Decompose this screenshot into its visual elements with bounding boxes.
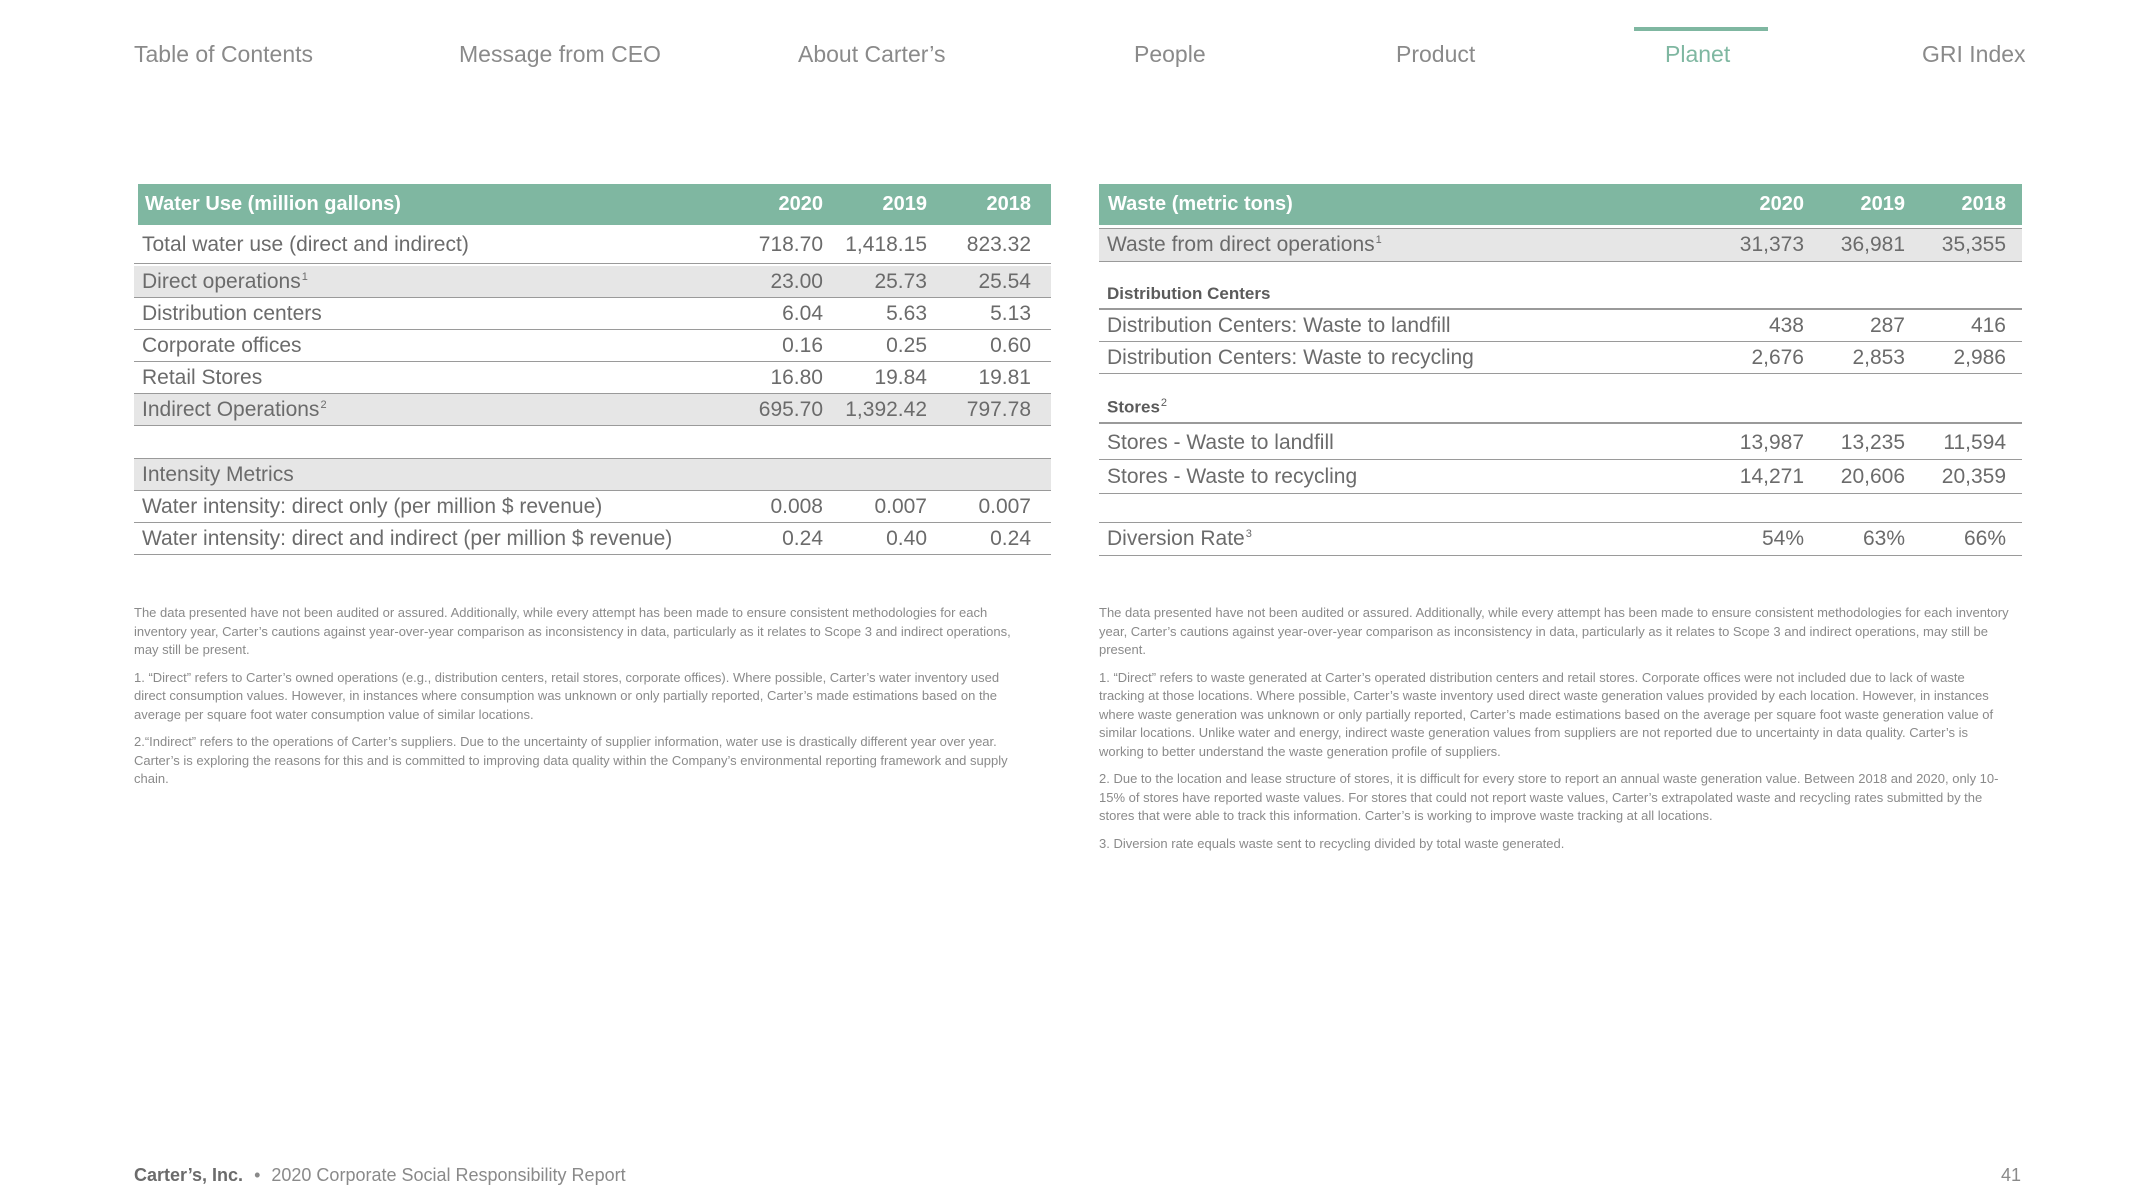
cell-value: 13,987 (1739, 430, 1804, 454)
footnote: 1. “Direct” refers to waste generated at Carter’s operated distribution centers and retail stores. Corporate offices were not included due to lack of waste tracking at those locations. Where possible, Carter’s waste inventory used direct waste generation values provided by each location. However, in instances where waste generation was unknown or only partially reported, Carter’s made estimations based on the average per square foot waste generation value of similar locations. Unlike water and energy, indirect waste generation values from suppliers are not reported due to uncertainty in data quality. Carter’s is working to better understand the waste generation profile of suppliers. (1099, 669, 1994, 759)
cell-value: 0.16 (782, 333, 823, 357)
table-row (134, 491, 1051, 523)
table-row (1099, 228, 2022, 262)
cell-value: 11,594 (1943, 430, 2006, 454)
table-row (134, 227, 1051, 264)
year-header: 2019 (882, 193, 927, 215)
footer (134, 1165, 626, 1186)
year-header: 2019 (1860, 193, 1905, 215)
cell-value: 31,373 (1739, 233, 1804, 256)
row-label: Waste from direct operations$^1$ (1107, 233, 1382, 256)
cell-value: 2,676 (1751, 345, 1804, 369)
cell-value: 0.25 (886, 333, 927, 357)
nav-about-carters[interactable]: About Carter’s (798, 41, 946, 67)
footnote: The data presented have not been audited or assured. Additionally, while every attempt has been made to ensure consistent methodologies for each inventory year, Carter’s cautions against year-over-year comparison as inconsistency in data, particularly as it relates to Scope 3 and indirect operations, may still be present. (1099, 605, 2009, 657)
nav-table-of-contents[interactable]: Table of Contents (134, 41, 314, 67)
row-label: Retail Stores (142, 365, 263, 389)
cell-value: 66% (1963, 527, 2006, 550)
cell-value: 438 (1768, 313, 1804, 337)
cell-value: 2,853 (1852, 345, 1905, 369)
cell-value: 0.007 (874, 494, 927, 518)
row-label: Indirect Operations$^2$ (142, 397, 327, 421)
cell-value: 5.63 (886, 301, 927, 325)
table-row (1099, 342, 2022, 374)
cell-value: 16.80 (770, 365, 823, 389)
row-label: Direct operations$^1$ (142, 269, 308, 293)
cell-value: 14,271 (1739, 464, 1804, 488)
intensity-metrics-header (134, 458, 1051, 491)
year-header: 2018 (1961, 193, 2006, 215)
cell-value: 23.00 (770, 269, 823, 293)
cell-value: 19.84 (874, 365, 927, 389)
waste-table-title: Waste (metric tons) (1108, 193, 1293, 215)
cell-value: 0.008 (770, 494, 823, 518)
row-label: Stores - Waste to recycling (1107, 464, 1358, 488)
cell-value: 695.70 (758, 397, 823, 421)
row-label: Distribution centers (142, 301, 322, 325)
cell-value: 25.73 (874, 269, 927, 293)
cell-value: 416 (1970, 313, 2006, 337)
page-number: 41 (2000, 1165, 2021, 1185)
footnote: 2.“Indirect” refers to the operations of Carter’s suppliers. Due to the uncertainty of supplier information, water use is drastically different year over year. Carter’s is exploring the reasons for this and is committed to improving data quality within the Company’s environmental reporting framework and supply chain. (134, 734, 1008, 786)
table-row (134, 523, 1051, 555)
nav-gri-index[interactable]: GRI Index (1922, 41, 2026, 67)
cell-value: 19.81 (978, 365, 1031, 389)
cell-value: 718.70 (758, 233, 823, 256)
footnote: 1. “Direct” refers to Carter’s owned operations (e.g., distribution centers, retail stores, corporate offices). Where possible, Carter’s water inventory used direct consumption values. However, in instances where consumption was unknown or only partially reported, Carter’s made estimations based on the average per square foot water consumption value of similar locations. (134, 669, 1000, 722)
cell-value: 6.04 (782, 301, 823, 325)
cell-value: 35,355 (1941, 233, 2006, 256)
cell-value: 25.54 (978, 269, 1031, 293)
row-label: Distribution Centers: Waste to recycling (1107, 345, 1474, 369)
footnote: 3. Diversion rate equals waste sent to recycling divided by total waste generated. (1099, 835, 1565, 851)
table-row (134, 330, 1051, 362)
waste-table-header (1099, 184, 2022, 225)
cell-value: 2,986 (1953, 345, 2006, 369)
table-row (1099, 426, 2022, 460)
water-table-title: Water Use (million gallons) (145, 193, 401, 215)
subhead-label: Distribution Centers (1107, 284, 1271, 303)
row-label: Intensity Metrics (142, 462, 294, 486)
cell-value: 0.24 (782, 526, 823, 550)
cell-value: 13,235 (1840, 430, 1905, 454)
footer-separator: • (254, 1165, 261, 1185)
table-row (1099, 310, 2022, 342)
year-header: 2020 (778, 193, 823, 215)
cell-value: 0.40 (886, 526, 927, 550)
cell-value: 1,392.42 (845, 397, 927, 421)
cell-value: 20,359 (1941, 464, 2006, 488)
table-row (134, 394, 1051, 426)
cell-value: 797.78 (966, 397, 1031, 421)
table-row (134, 298, 1051, 330)
cell-value: 36,981 (1840, 233, 1905, 256)
year-header: 2020 (1759, 193, 1804, 215)
table-row (134, 362, 1051, 394)
nav-message-from-ceo[interactable]: Message from CEO (459, 41, 661, 67)
waste-footnotes (1099, 604, 2009, 862)
nav-planet[interactable]: Planet (1665, 41, 1731, 67)
company-name: Carter’s, Inc. (134, 1165, 244, 1185)
row-label: Stores - Waste to landfill (1107, 430, 1334, 454)
top-navigation (134, 0, 2026, 80)
nav-product[interactable]: Product (1396, 41, 1476, 67)
cell-value: 0.60 (990, 333, 1031, 357)
row-label: Water intensity: direct only (per million $ revenue) (142, 494, 603, 518)
water-use-table (134, 184, 1051, 564)
nav-people[interactable]: People (1134, 41, 1206, 67)
water-footnotes (134, 604, 1034, 798)
row-label: Distribution Centers: Waste to landfill (1107, 313, 1451, 337)
footnote: 2. Due to the location and lease structure of stores, it is difficult for every store to report an annual waste generation value. Between 2018 and 2020, only 10-15% of stores have reported waste values. For stores that could not report waste values, Carter’s extrapolated waste and recycling rates submitted by the stores that were able to track this information. Carter’s is working to improve waste tracking at all locations. (1099, 771, 1999, 823)
cell-value: 0.007 (978, 494, 1031, 518)
table-row (1099, 460, 2022, 494)
report-title: 2020 Corporate Social Responsibility Report (271, 1165, 626, 1185)
row-label: Corporate offices (142, 333, 302, 357)
cell-value: 287 (1869, 313, 1905, 337)
footnote: The data presented have not been audited or assured. Additionally, while every attempt has been made to ensure consistent methodologies for each inventory year, Carter’s cautions against year-over-year comparison as inconsistency in data, particularly as it relates to Scope 3 and indirect operations, may still be present. (134, 605, 1011, 657)
cell-value: 5.13 (990, 301, 1031, 325)
cell-value: 54% (1761, 527, 1804, 550)
waste-table (1099, 184, 2022, 564)
cell-value: 823.32 (966, 233, 1031, 256)
year-header: 2018 (986, 193, 1031, 215)
row-label: Total water use (direct and indirect) (142, 233, 469, 256)
cell-value: 0.24 (990, 526, 1031, 550)
row-label: Water intensity: direct and indirect (per million $ revenue) (142, 526, 673, 550)
table-row (134, 266, 1051, 298)
active-tab-indicator (1634, 27, 1768, 31)
cell-value: 20,606 (1840, 464, 1905, 488)
stores-subhead (1099, 394, 2022, 424)
subhead-label: Stores$^2$ (1107, 397, 1168, 417)
cell-value: 63% (1862, 527, 1905, 550)
table-row (1099, 522, 2022, 556)
water-table-header (138, 184, 1051, 225)
row-label: Diversion Rate$^3$ (1107, 527, 1252, 550)
distribution-centers-subhead (1099, 280, 2022, 310)
cell-value: 1,418.15 (845, 233, 927, 256)
